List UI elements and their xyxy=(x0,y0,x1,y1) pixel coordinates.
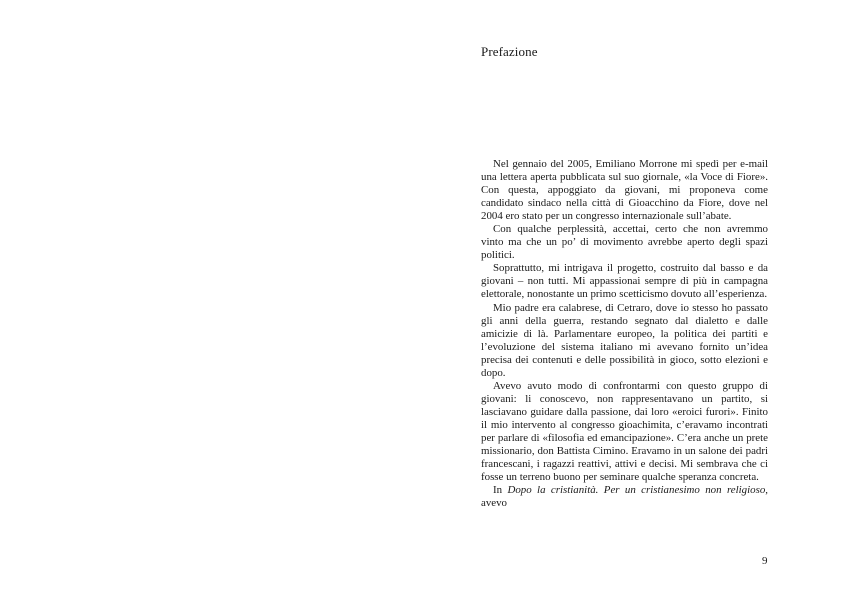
paragraph: Avevo avuto modo di confrontarmi con questo gruppo di giovani: li conoscevo, non rappresentavano un partito, si lasciavano guidare dalla passione, dai loro «eroici furori». Finito il mio intervento al congresso gioachimita, c’eravamo incontrati per parlare di «filosofia ed emancipazione». C’era anche un prete missionario, don Battista Cimino. Eravamo in un salone dei padri francescani, i ragazzi reattivi, attivi e decisi. Mi sembrava che ci fosse un terreno buono per seminare qualche speranza concreta. xyxy=(481,379,768,484)
page-number: 9 xyxy=(762,555,768,567)
paragraph-suffix: , avevo xyxy=(481,484,769,510)
chapter-title: Prefazione xyxy=(481,44,538,59)
paragraph: Soprattutto, mi intrigava il progetto, costruito dal basso e da giovani – non tutti. Mi appassionai sempre di più in campagna elettorale, nonostante un primo scetticismo dovuto all’esperienza. xyxy=(481,262,768,301)
paragraph: Con qualche perplessità, accettai, certo che non avremmo vinto ma che un po’ di movimento avrebbe aperto degli spazi politici. xyxy=(481,223,768,262)
body-text xyxy=(481,158,768,510)
paragraph: Nel gennaio del 2005, Emiliano Morrone mi spedì per e-mail una lettera aperta pubblicata sul suo giornale, «la Voce di Fiore». Con questa, appoggiato da giovani, mi proponeva come candidato sindaco nella città di Gioacchino da Fiore, dove nel 2004 ero stato per un congresso internazionale sull’abate. xyxy=(481,158,768,223)
paragraph-last xyxy=(481,484,768,510)
paragraph-prefix: In xyxy=(493,484,508,497)
paragraph: Mio padre era calabrese, di Cetraro, dove io stesso ho passato gli anni della guerra, restando segnato dal dialetto e dalle amicizie di là. Parlamentare europeo, la politica dei partiti e l’evoluzione del sistema italiano mi avevano fornito un’idea precisa dei contenuti e delle possibilità in gioco, sotto elezioni e dopo. xyxy=(481,301,768,379)
book-title-italic: Dopo la cristianità. Per un cristianesimo non religioso xyxy=(507,484,766,497)
